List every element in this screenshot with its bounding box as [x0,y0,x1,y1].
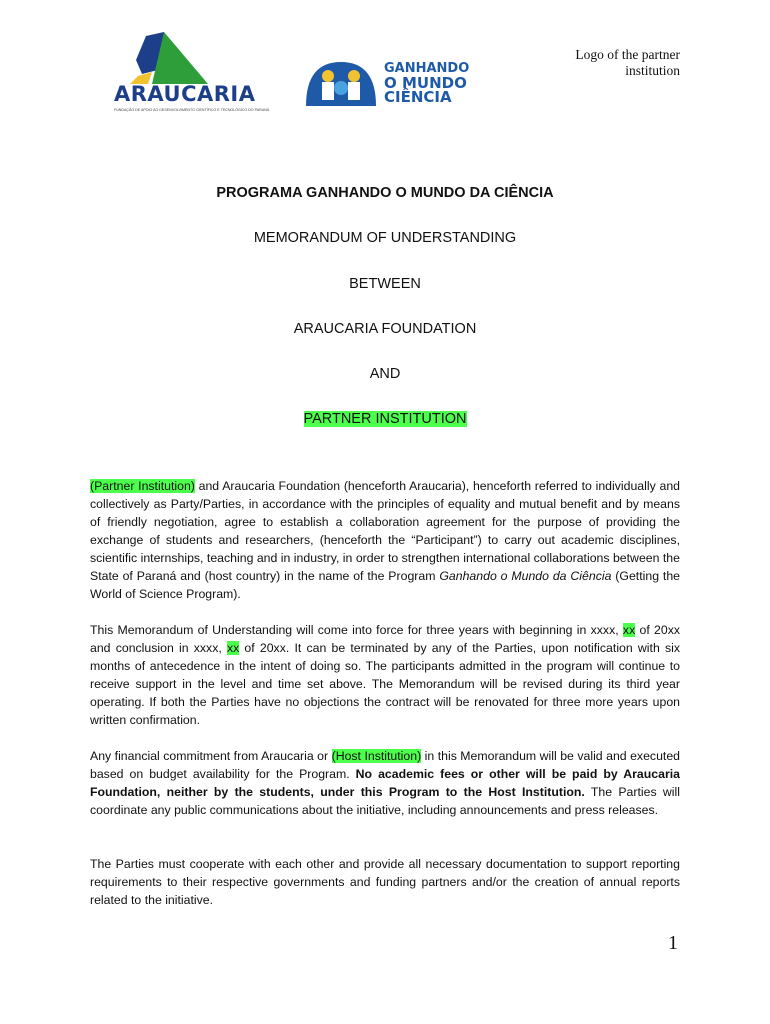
paragraph-text: Any financial commitment from Araucaria or [90,749,332,763]
paragraph-text: (Getting the World of Science Program). [90,569,681,601]
end-day-placeholder: xx [226,641,240,655]
page-number: 1 [668,932,678,954]
araucaria-tagline: FUNDAÇÃO DE APOIO AO DESENVOLVIMENTO CIENTÍFICO E TECNOLÓGICO DO PARANÁ [114,108,270,112]
start-day-placeholder: xx [622,623,636,637]
program-logo-line3: CIÊNCIA [384,88,452,106]
paragraph-cooperation: The Parties must cooperate with each other and provide all necessary documentation to support reporting requirements to their respective governments and funding partners and/or the creation of annual reports related to the initiative. [90,857,680,907]
paragraph-term [90,621,680,729]
program-emblem-icon [302,58,380,108]
partner-institution-placeholder: (Partner Institution) [90,479,195,493]
partner-logo-note: Logo of the partner institution [575,47,680,78]
program-logo-text [384,62,469,104]
paragraph-text: The Parties will coordinate any public communications about the initiative, including announcements and press releases. [90,785,680,817]
araucaria-logo [108,30,270,118]
araucaria-mountain-icon [108,30,240,86]
paragraph-text: This Memorandum of Understanding will come into force for three years with beginning in xxxx, [90,623,623,637]
partner-title-highlight: PARTNER INSTITUTION [303,411,467,427]
host-institution-placeholder: (Host Institution) [331,749,422,763]
program-title: PROGRAMA GANHANDO O MUNDO DA CIÊNCIA [216,185,554,201]
paragraph-text: in this Memorandum will be valid and executed based on budget availability for the Program. [90,749,681,781]
between-title: BETWEEN [349,276,421,292]
program-logo-line1: GANHANDO [384,61,470,76]
paragraph-financial [90,747,680,819]
paragraph-text: and Araucaria Foundation (henceforth Araucaria), henceforth referred to individually and collectively as Party/Parties, in accordance with the principles of equality and mutual benefit and by means of friendly negotiation, agree to establish a collaboration agreement for the purpose of providing the exchange of students and researchers, (henceforth the “Participant”) to carry out academic disciplines, scientific internships, teaching and in industry, in order to strengthen international collaborations between the State of Paraná and (host country) in the name of the Program [90,479,680,583]
memorandum-title: MEMORANDUM OF UNDERSTANDING [253,230,517,246]
program-logo-line2: O MUNDO [384,74,467,92]
paragraph-text: of 20xx. It can be terminated by any of the Parties, upon notification with six months of antecedence in the intent of doing so. The participants admitted in the program will continue to receive support in the level and time set above. The Memorandum will be revised during its third year operating. If both the Parties have no objections the contract will be renovated for three more years upon written confirmation. [90,641,680,727]
paragraph-parties [90,477,680,603]
program-logo [302,58,470,108]
paragraph-text: of 20xx and conclusion in xxxx, [90,623,680,655]
no-fees-statement: No academic fees or other will be paid by Araucaria Foundation, neither by the students, under this Program to the Host Institution. [90,767,681,799]
and-title: AND [369,366,401,382]
araucaria-wordmark: ARAUCARIA [114,82,256,106]
program-name-italic: Ganhando o Mundo da Ciência [439,569,612,583]
foundation-title: ARAUCARIA FOUNDATION [293,321,477,337]
partner-title [0,411,770,427]
